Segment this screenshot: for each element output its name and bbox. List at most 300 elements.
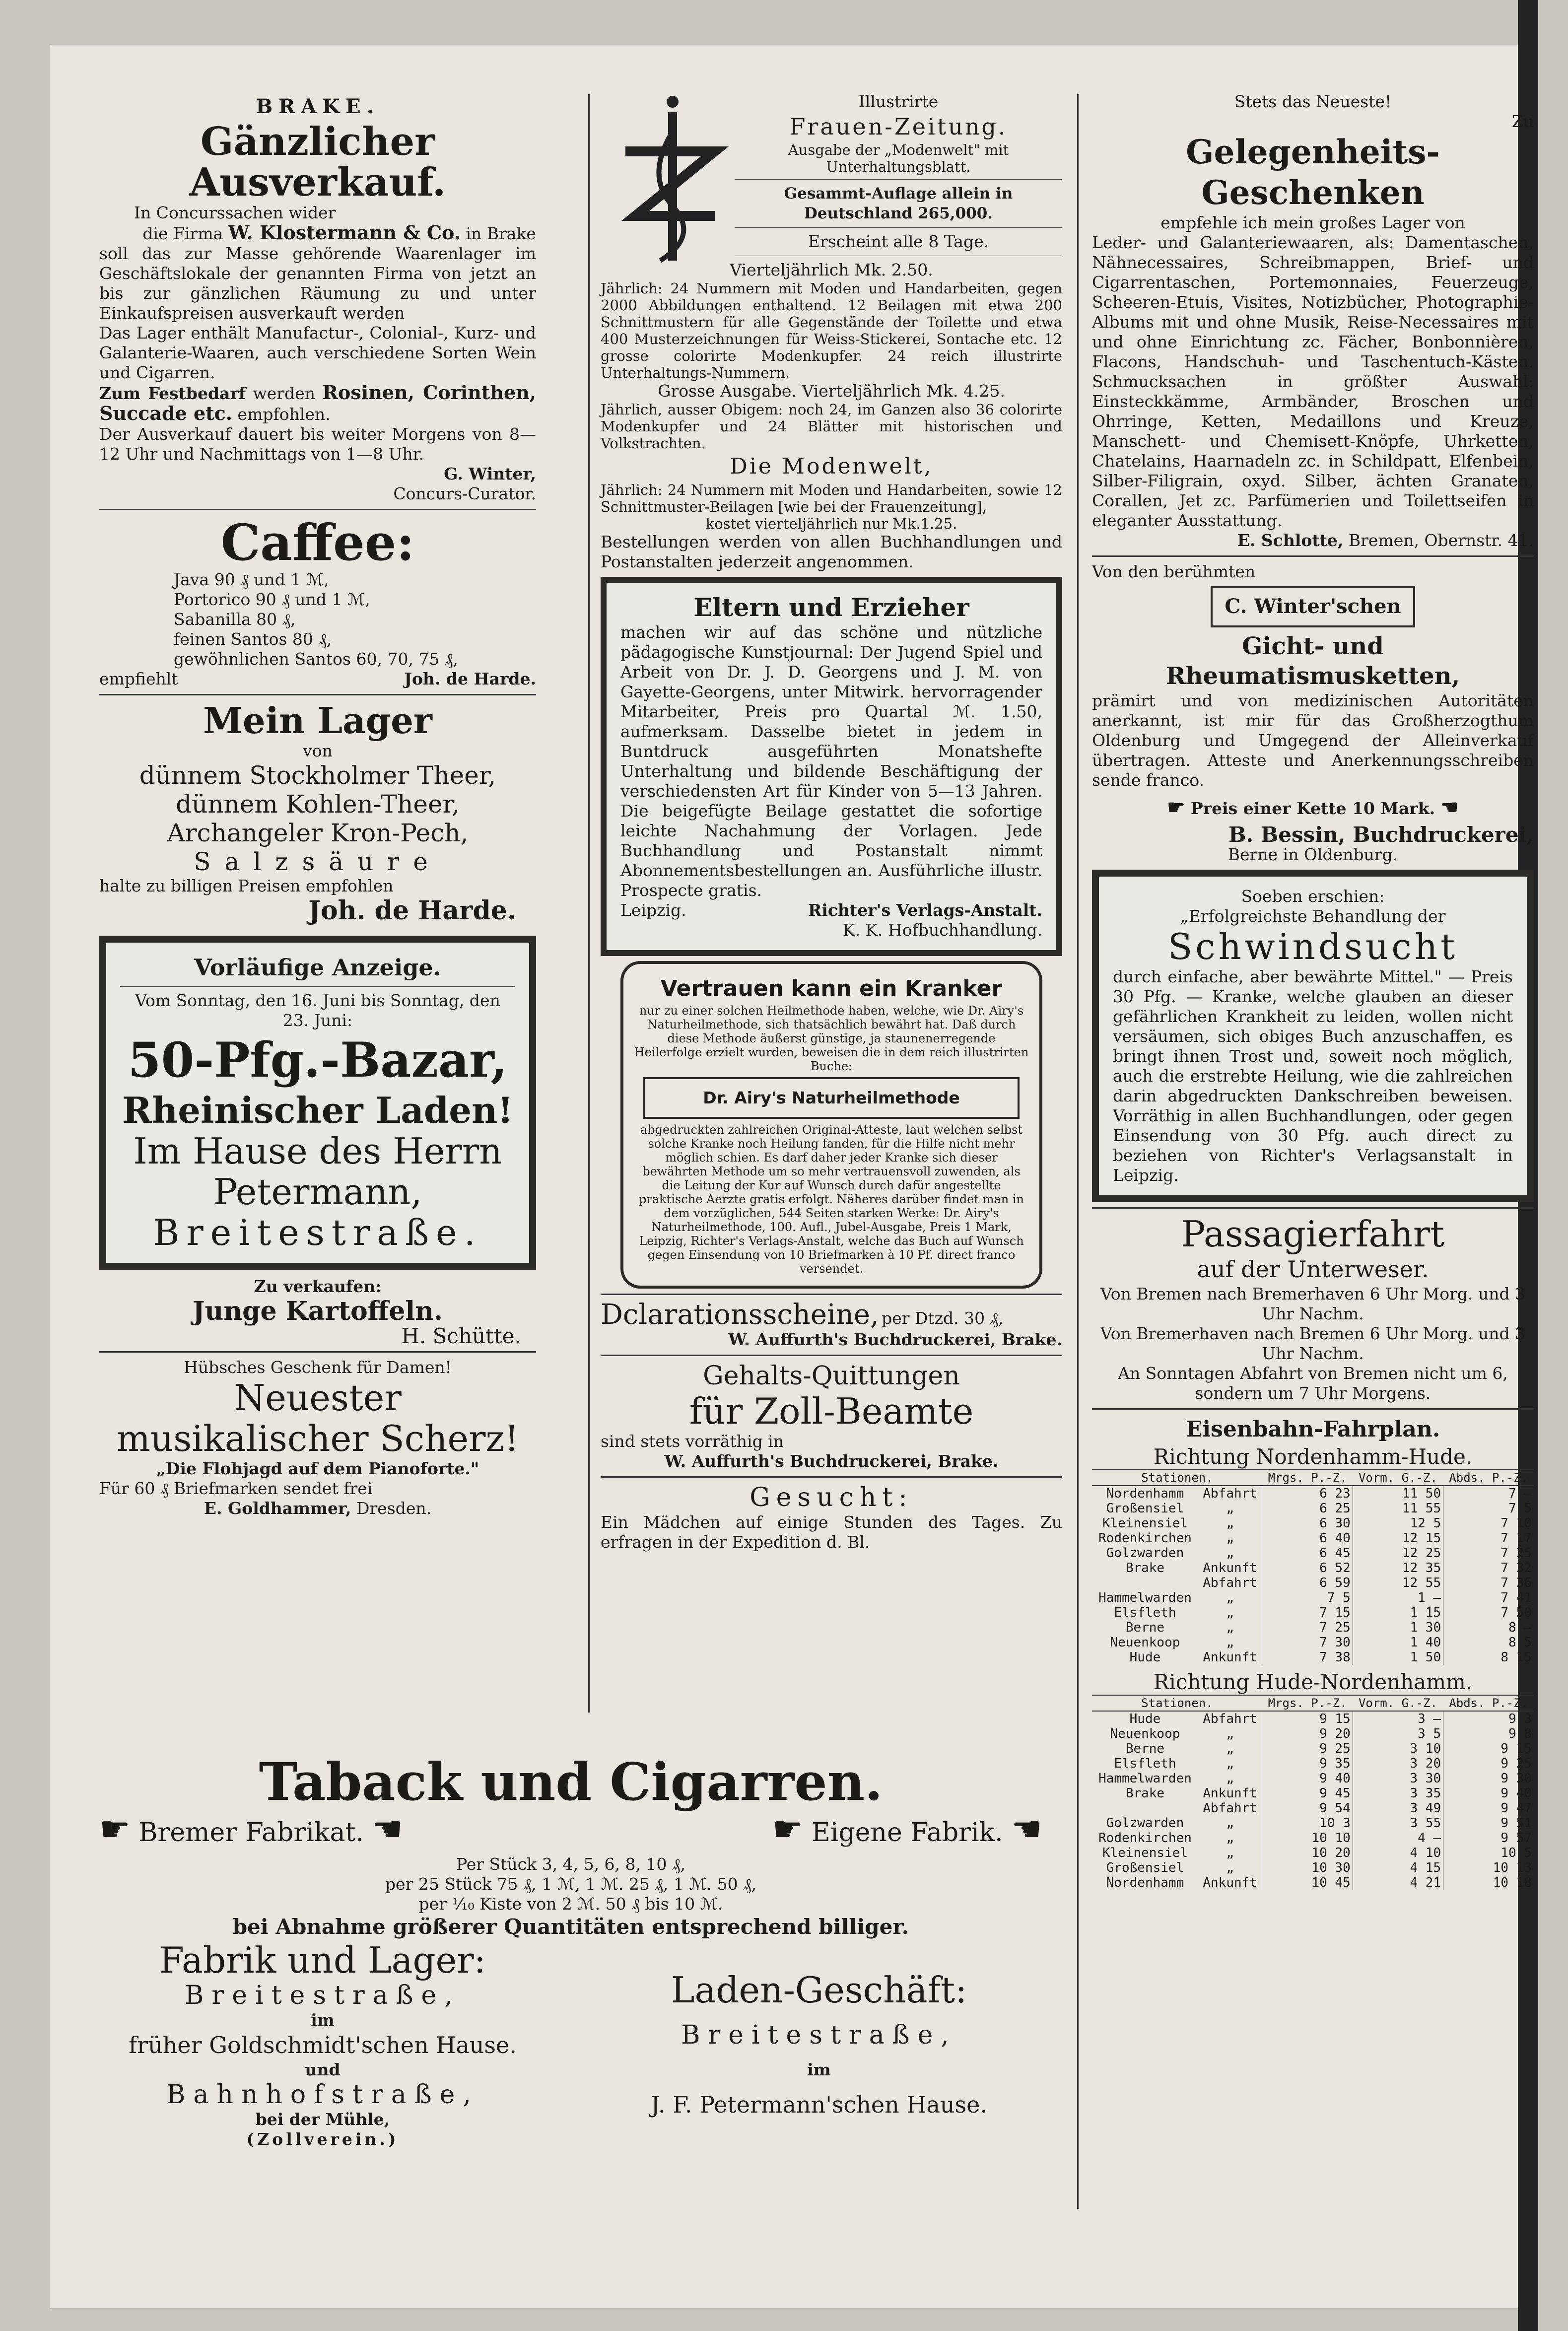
timetable-cell: 1 30 xyxy=(1353,1620,1443,1635)
geschenk-sign: E. Schlotte, xyxy=(1237,531,1344,550)
laden-house: J. F. Petermann'schen Hause. xyxy=(651,2091,987,2118)
caffee-item: Portorico 90 ₰ und 1 ℳ, xyxy=(174,590,370,609)
bazar-title: Vorläufige Anzeige. xyxy=(194,954,441,981)
timetable-cell: 9 20 xyxy=(1262,1726,1353,1741)
timetable-row xyxy=(1092,1620,1534,1635)
ausverkauf-body2: Das Lager enthält Manufactur-, Colonial-, Kurz- und Galanterie-Waaren, auch verschiedene Sorten Wein und Cigarren. xyxy=(99,323,536,382)
fabrik-im: im xyxy=(311,2010,335,2030)
timetable-cell: Neuenkoop xyxy=(1110,1726,1180,1741)
geschenk-intro: Stets das Neueste! xyxy=(1234,92,1392,111)
timetable-cell: Berne xyxy=(1125,1620,1165,1635)
mw-order: Bestellungen werden von allen Buchhandlungen und Postanstalten jederzeit angenommen. xyxy=(601,532,1062,571)
timetable-cell: 7 30 xyxy=(1262,1635,1353,1650)
timetable-cell: 3 20 xyxy=(1353,1756,1443,1771)
lager-item: dünnem Stockholmer Theer, xyxy=(139,761,496,790)
timetable-cell: Ankunft xyxy=(1203,1561,1257,1576)
timetable-cell: Abfahrt xyxy=(1203,1801,1257,1816)
timetable-cell: 9 54 xyxy=(1262,1801,1353,1816)
timetable-cell: 10 20 xyxy=(1262,1846,1353,1860)
taback-ad xyxy=(99,1752,1042,2149)
column-middle xyxy=(601,45,1062,1552)
timetable-cell: 9 8 xyxy=(1443,1726,1534,1741)
ee-publisher: Richter's Verlags-Anstalt. xyxy=(808,900,1042,920)
timetable-cell: 7 15 xyxy=(1262,1605,1353,1620)
timetable-row xyxy=(1092,1650,1534,1665)
caffee-ad xyxy=(99,515,536,689)
timetable-cell: „ xyxy=(1226,1590,1234,1605)
frauenzeitung-logo xyxy=(615,92,730,266)
timetable-cell: Großensiel xyxy=(1106,1860,1184,1875)
fabrik-block xyxy=(99,1940,546,2149)
geschenk-title: Gelegenheits-Geschenken xyxy=(1186,133,1440,212)
caffee-item: gewöhnlichen Santos 60, 70, 75 ₰, xyxy=(174,649,458,669)
scherz-city: Dresden. xyxy=(356,1499,432,1518)
timetable-cell: 10 45 xyxy=(1262,1875,1353,1890)
scherz-intro: Hübsches Geschenk für Damen! xyxy=(184,1358,452,1377)
firm-suffix: in Brake xyxy=(466,224,536,243)
timetable-row xyxy=(1092,1531,1534,1546)
timetable-cell: Großensiel xyxy=(1106,1501,1184,1516)
timetable-cell: 7 41 xyxy=(1443,1590,1534,1605)
lager-item: Salzsäure xyxy=(194,847,442,876)
ee-publisher2: K. K. Hofbuchhandlung. xyxy=(842,920,1042,940)
timetable-cell: 1 — xyxy=(1353,1590,1443,1605)
timetable-cell: 8 15 xyxy=(1443,1650,1534,1665)
timetable-row xyxy=(1092,1546,1534,1561)
timetable-cell: „ xyxy=(1226,1831,1234,1846)
column-divider-1 xyxy=(588,94,590,1713)
timetable-row xyxy=(1092,1801,1534,1816)
timetable-cell: Kleinensiel xyxy=(1102,1516,1188,1531)
timetable-cell: 9 15 xyxy=(1262,1711,1353,1726)
timetable-row xyxy=(1092,1860,1534,1875)
gicht-body: prämirt und von medizinischen Autoritäten anerkannt, ist mir für das Großherzogthum Oldenburg und Umgegend der Alleinverkauf übertragen. Atteste und Anerkennungsschreiben sende franco. xyxy=(1092,691,1534,790)
timetable-cell: Berne xyxy=(1125,1741,1165,1756)
timetable-cell: 4 15 xyxy=(1353,1860,1443,1875)
timetable-cell: 9 30 xyxy=(1443,1771,1534,1786)
gesucht-ad xyxy=(601,1483,1062,1552)
geschenk-ad xyxy=(1092,92,1534,550)
timetable-cell: 1 50 xyxy=(1353,1650,1443,1665)
kart-title: Junge Kartoffeln. xyxy=(192,1296,443,1326)
column-divider-2 xyxy=(1077,94,1079,2209)
fabrik-muhle: bei der Mühle, xyxy=(255,2110,390,2129)
scherz-title1: Neuester xyxy=(234,1377,402,1419)
timetable-cell: 8 5 xyxy=(1443,1635,1534,1650)
timetable-cell: 3 49 xyxy=(1353,1801,1443,1816)
ausverkauf-title: Gänzlicher Ausverkauf. xyxy=(189,119,446,205)
timetable-cell: 4 10 xyxy=(1353,1846,1443,1860)
bazar-ad xyxy=(99,936,536,1270)
fahrplan xyxy=(1092,1415,1534,1890)
th-vorm: Vorm. G.-Z. xyxy=(1353,1695,1443,1711)
timetable-cell: 10 13 xyxy=(1443,1860,1534,1875)
fabrik-zollverein: (Zollverein.) xyxy=(246,2129,399,2149)
kart-header: Zu verkaufen: xyxy=(254,1277,382,1296)
pointing-hand-icon: ☚ xyxy=(1440,796,1459,819)
timetable-row xyxy=(1092,1741,1534,1756)
timetable-cell: „ xyxy=(1226,1846,1234,1860)
timetable-cell: Rodenkirchen xyxy=(1098,1831,1192,1846)
timetable-cell: 6 52 xyxy=(1262,1561,1353,1576)
scherz-price: Für 60 ₰ Briefmarken sendet frei xyxy=(99,1479,373,1498)
timetable-row xyxy=(1092,1786,1534,1801)
timetable-cell: 7 — xyxy=(1443,1486,1534,1501)
timetable-cell: „ xyxy=(1226,1605,1234,1620)
caffee-item: Java 90 ₰ und 1 ℳ, xyxy=(174,570,329,589)
scherz-sign: E. Goldhammer, xyxy=(204,1499,351,1518)
fahrplan-dir1: Richtung Nordenhamm-Hude. xyxy=(1153,1444,1473,1469)
fz-quarter: Vierteljährlich Mk. 2.50. xyxy=(730,260,933,279)
gicht-intro: Von den berühmten xyxy=(1092,562,1256,581)
geh-firm: W. Auffurth's Buchdruckerei, Brake. xyxy=(664,1451,999,1471)
fz-erscheint: Erscheint alle 8 Tage. xyxy=(808,232,989,251)
bazar-name: 50-Pfg.-Bazar, xyxy=(128,1032,508,1088)
gicht-title: Gicht- und Rheumatismusketten, xyxy=(1165,632,1460,690)
ausverkauf-body: soll das zur Masse gehörende Waarenlager im Geschäftslokale der genannten Firma von jetzt an bis zur gänzlichen Räumung zu und unter Einkaufspreisen ausverkauft werden xyxy=(99,244,536,323)
taback-price3: per ¹⁄₁₀ Kiste von 2 ℳ. 50 ₰ bis 10 ℳ. xyxy=(418,1894,723,1914)
timetable-cell: 10 3 xyxy=(1262,1816,1353,1831)
timetable-row xyxy=(1092,1501,1534,1516)
mw-body: Jährlich: 24 Nummern mit Moden und Handarbeiten, sowie 12 Schnittmuster-Beilagen [wie bei der Frauenzeitung], xyxy=(601,481,1062,515)
fz-grosse-body: Jährlich, ausser Obigem: noch 24, im Ganzen also 36 colorirte Modenkupfer und 24 Blätter mit historischen und Volkstrachten. xyxy=(601,401,1062,452)
timetable-cell: 9 45 xyxy=(1262,1786,1353,1801)
bazar-street: Breitestraße. xyxy=(153,1212,482,1253)
timetable-cell: 7 25 xyxy=(1443,1546,1534,1561)
lager-ad xyxy=(99,700,536,926)
timetable-cell: 1 40 xyxy=(1353,1635,1443,1650)
timetable-cell: 7 25 xyxy=(1262,1620,1353,1635)
timetable-row xyxy=(1092,1561,1534,1576)
timetable-cell: Neuenkoop xyxy=(1110,1635,1180,1650)
ausverkauf-sign-role: Concurs-Curator. xyxy=(393,484,536,503)
timetable-cell: 9 47 xyxy=(1443,1801,1534,1816)
timetable-cell: Hude xyxy=(1129,1650,1161,1665)
timetable-cell: „ xyxy=(1226,1620,1234,1635)
fz-auflage: Gesammt-Auflage allein in Deutschland 265,000. xyxy=(784,185,1013,222)
timetable-cell: 9 51 xyxy=(1443,1816,1534,1831)
timetable-cell: 3 35 xyxy=(1353,1786,1443,1801)
fabrik-title: Fabrik und Lager: xyxy=(159,1939,486,1981)
gicht-ad xyxy=(1092,562,1534,865)
brake-header: BRAKE. xyxy=(256,95,380,118)
ausverkauf-ad xyxy=(99,92,536,504)
timetable-cell: 11 50 xyxy=(1353,1486,1443,1501)
bazar-loc1: Im Hause des Herrn xyxy=(133,1130,502,1172)
ausverkauf-empfohlen: empfohlen. xyxy=(237,405,331,424)
timetable-row xyxy=(1092,1726,1534,1741)
pointing-hand-icon: ☚ xyxy=(1011,1809,1042,1850)
timetable-cell: Abfahrt xyxy=(1203,1712,1257,1726)
fabrik-und: und xyxy=(305,2060,341,2079)
timetable-cell: 6 59 xyxy=(1262,1576,1353,1590)
timetable-row xyxy=(1092,1590,1534,1605)
pointing-hand-icon: ☛ xyxy=(772,1809,804,1850)
column-right xyxy=(1092,45,1534,1890)
timetable-cell: „ xyxy=(1226,1816,1234,1831)
timetable-cell: 3 5 xyxy=(1353,1726,1443,1741)
timetable-row xyxy=(1092,1846,1534,1860)
timetable-cell: 3 30 xyxy=(1353,1771,1443,1786)
bazar-sub: Rheinischer Laden! xyxy=(122,1089,513,1131)
laden-im: im xyxy=(807,2060,831,2079)
timetable-cell: 6 30 xyxy=(1262,1516,1353,1531)
th-stationen: Stationen. xyxy=(1092,1695,1262,1711)
timetable-cell: 8 — xyxy=(1443,1620,1534,1635)
timetable-cell: 9 25 xyxy=(1443,1756,1534,1771)
lager-item: dünnem Kohlen-Theer, xyxy=(176,790,460,819)
timetable-cell: Elsfleth xyxy=(1114,1605,1176,1620)
timetable-cell: 9 57 xyxy=(1443,1831,1534,1846)
timetable-cell: Golzwarden xyxy=(1106,1546,1184,1561)
timetable-cell: „ xyxy=(1226,1726,1234,1741)
taback-left-label: Bremer Fabrikat. xyxy=(138,1818,364,1848)
timetable-cell: 6 23 xyxy=(1262,1486,1353,1501)
geschenk-empf: empfehle ich mein großes Lager von xyxy=(1160,213,1465,232)
gicht-sign: B. Bessin, Buchdruckerei, xyxy=(1228,823,1534,847)
timetable-cell: 9 40 xyxy=(1262,1771,1353,1786)
taback-right-label: Eigene Fabrik. xyxy=(811,1818,1003,1848)
airy-body1: nur zu einer solchen Heilmethode haben, welche, wie Dr. Airy's Naturheilmethode, sich thatsächlich bewährt hat. Daß durch diese Methode äußerst günstige, ja staunenerregende Heilerfolge erzielt wurden, beweisen die in dem reich illustrirten Buche: xyxy=(634,1004,1029,1073)
fz-title: Frauen-Zeitung. xyxy=(789,113,1008,140)
timetable-cell: 3 10 xyxy=(1353,1741,1443,1756)
timetable-cell: „ xyxy=(1226,1635,1234,1650)
timetable-cell: „ xyxy=(1226,1546,1234,1561)
fz-sub: Ausgabe der „Modenwelt" mit Unterhaltungsblatt. xyxy=(788,141,1009,175)
timetable-cell: 3 — xyxy=(1353,1711,1443,1726)
laden-block xyxy=(596,1940,1042,2149)
column-left xyxy=(99,45,536,1518)
timetable-row xyxy=(1092,1605,1534,1620)
schw-body: durch einfache, aber bewährte Mittel." — Preis 30 Pfg. — Kranke, welche glauben an dieser gefährlichen Krankheit zu leiden, wollen nicht versäumen, sich obiges Buch anzuschaffen, es bringt ihnen Trost und, soweit noch möglich, auch die erstrebte Heilung, wie die zahlreichen darin abgedruckten Dankschreiben beweisen. Vorräthig in allen Buchhandlungen, oder gegen Einsendung von 30 Pfg. auch direct zu beziehen von Richter's Verlagsanstalt in Leipzig. xyxy=(1113,967,1513,1185)
timetable-cell: 7 17 xyxy=(1443,1531,1534,1546)
timetable-cell: 7 36 xyxy=(1443,1576,1534,1590)
scherz-sub: „Die Flohjagd auf dem Pianoforte." xyxy=(156,1459,479,1478)
geh-text: sind stets vorräthig in xyxy=(601,1432,784,1451)
timetable-row xyxy=(1092,1711,1534,1726)
th-mrgs: Mrgs. P.-Z. xyxy=(1262,1695,1353,1711)
timetable-cell: 12 15 xyxy=(1353,1531,1443,1546)
timetable-cell: 7 10 xyxy=(1443,1516,1534,1531)
geschenk-zu: Zu xyxy=(1511,112,1534,131)
pass-line2: Von Bremerhaven nach Bremen 6 Uhr Morg. und 3 Uhr Nachm. xyxy=(1100,1324,1526,1363)
airy-title: Vertrauen kann ein Kranker xyxy=(660,976,1003,1001)
fabrik-street: Breitestraße, xyxy=(185,1981,461,2010)
festbedarf: Zum Festbedarf xyxy=(99,384,246,403)
schwindsucht-ad xyxy=(1092,870,1534,1202)
th-mrgs: Mrgs. P.-Z. xyxy=(1262,1470,1353,1486)
timetable-cell xyxy=(1092,1801,1198,1816)
timetable-cell: Hude xyxy=(1129,1712,1161,1726)
timetable-row xyxy=(1092,1486,1534,1501)
kartoffeln-ad xyxy=(99,1277,536,1346)
timetable-cell: „ xyxy=(1226,1531,1234,1546)
taback-price1: Per Stück 3, 4, 5, 6, 8, 10 ₰, xyxy=(456,1854,685,1874)
geschenk-addr: Bremen, Obernstr. 41. xyxy=(1348,531,1534,550)
gicht-price: Preis einer Kette 10 Mark. xyxy=(1190,799,1435,818)
timetable-cell: 12 25 xyxy=(1353,1546,1443,1561)
firm-prefix: die Firma xyxy=(142,224,223,243)
timetable-cell: 1 15 xyxy=(1353,1605,1443,1620)
bazar-date: Vom Sonntag, den 16. Juni bis Sonntag, den 23. Juni: xyxy=(135,991,500,1030)
timetable-row xyxy=(1092,1756,1534,1771)
dekl-price: per Dtzd. 30 ₰, xyxy=(881,1308,1004,1328)
timetable-cell: 12 55 xyxy=(1353,1576,1443,1590)
timetable-cell: 11 55 xyxy=(1353,1501,1443,1516)
pointing-hand-icon: ☛ xyxy=(1167,796,1185,819)
timetable-cell: 10 10 xyxy=(1262,1831,1353,1846)
timetable-cell: Hammelwarden xyxy=(1098,1590,1192,1605)
werden-text: werden xyxy=(253,384,315,403)
timetable-cell: „ xyxy=(1226,1860,1234,1875)
airy-ad xyxy=(620,961,1042,1289)
schw-intro: Soeben erschien: xyxy=(1241,887,1385,906)
timetable-cell: 9 35 xyxy=(1262,1756,1353,1771)
ausverkauf-sign: G. Winter, xyxy=(444,464,536,483)
timetable-cell: Hammelwarden xyxy=(1098,1771,1192,1786)
scherz-ad xyxy=(99,1358,536,1518)
pass-title: Passagierfahrt xyxy=(1181,1213,1445,1255)
geh-title: Gehalts-Quittungen xyxy=(703,1361,960,1391)
timetable-cell: „ xyxy=(1226,1741,1234,1756)
timetable-row xyxy=(1092,1635,1534,1650)
airy-body2: abgedruckten zahlreichen Original-Atteste, laut welchen selbst solche Kranke noch Heilung fanden, für die Hilfe nicht mehr möglich schien. Es darf daher jeder Kranke sich dieser bewährten Methode um so mehr vertrauensvoll zuwenden, als die Leitung der Kur auf Wunsch durch dafür angestellte praktische Aerzte gratis erfolgt. Näheres darüber findet man in dem vorzüglichen, 544 Seiten starken Werke: Dr. Airy's Naturheilmethode, 100. Aufl., Jubel-Ausgabe, Preis 1 Mark, Leipzig, Richter's Verlags-Anstalt, welche das Buch auf Wunsch gegen Einsendung von 10 Briefmarken à 10 Pf. direct franco versendet. xyxy=(639,1123,1024,1276)
fabrik-street2: Bahnhofstraße, xyxy=(166,2080,479,2110)
timetable-cell xyxy=(1092,1576,1198,1590)
dekl-title: Dclarationsscheine, xyxy=(601,1299,879,1331)
gicht-city: Berne in Oldenburg. xyxy=(1227,845,1398,864)
ee-body: machen wir auf das schöne und nützliche pädagogische Kunstjournal: Der Jugend Spiel und Arbeit von Dr. J. D. Georgens und J. M. von Gayette-Georgens, unter Mitwirk. hervorragender Mitarbeiter, Preis pro Quartal ℳ. 1.50, aufmerksam. Dasselbe bietet in jedem in Buntdruck ausgeführten Monatshefte Unterhaltung und bildende Beschäftigung der verschiedensten Art für Kinder von 5—13 Jahren. Die beigefügte Beilage gestattet die sofortige leichte Nachahmung der Vorlagen. Jede Buchhandlung und Postanstalt nimmt Abonnementsbestellungen an. Ausführliche illustr. Prospecte gratis. xyxy=(620,622,1042,900)
schw-sub: „Erfolgreichste Behandlung der xyxy=(1180,906,1446,926)
pass-line3: An Sonntagen Abfahrt von Bremen nicht um 6, sondern um 7 Uhr Morgens. xyxy=(1118,1364,1508,1403)
timetable-cell: 4 — xyxy=(1353,1831,1443,1846)
timetable-cell: „ xyxy=(1226,1756,1234,1771)
lager-title: Mein Lager xyxy=(203,699,432,742)
lager-text: halte zu billigen Preisen empfohlen xyxy=(99,876,394,895)
caffee-empfiehlt: empfiehlt xyxy=(99,669,178,688)
scherz-title2: musikalischer Scherz! xyxy=(116,1418,519,1459)
fz-body: Jährlich: 24 Nummern mit Moden und Handarbeiten, gegen 2000 Abbildungen enthaltend. 12 Beilagen mit etwa 200 Schnittmustern für alle Gegenstände der Toilette und etwa 400 Musterzeichnungen für Weiss-Stickerei, Sontache etc. 12 grosse colorirte Modenkupfer. 24 reich illustrirte Unterhaltungs-Nummern. xyxy=(601,280,1062,381)
timetable-cell: 6 40 xyxy=(1262,1531,1353,1546)
taback-price2: per 25 Stück 75 ₰, 1 ℳ, 1 ℳ. 25 ₰, 1 ℳ. 50 ₰, xyxy=(385,1874,757,1894)
taback-discount: bei Abnahme größerer Quantitäten entsprechend billiger. xyxy=(232,1915,909,1939)
ee-city: Leipzig. xyxy=(620,900,686,920)
pointing-hand-icon: ☛ xyxy=(99,1809,131,1850)
timetable-cell: 9 40 xyxy=(1443,1786,1534,1801)
caffee-item: feinen Santos 80 ₰, xyxy=(174,629,332,649)
caffee-title: Caffee: xyxy=(220,513,415,572)
timetable-cell: Abfahrt xyxy=(1203,1576,1257,1590)
ee-title: Eltern und Erzieher xyxy=(693,593,969,622)
timetable-cell: 10 5 xyxy=(1443,1846,1534,1860)
timetable-cell: 3 55 xyxy=(1353,1816,1443,1831)
timetable-cell: „ xyxy=(1226,1501,1234,1516)
timetable-row xyxy=(1092,1816,1534,1831)
schw-title: Schwindsucht xyxy=(1167,926,1458,967)
th-abds: Abds. P.-Z. xyxy=(1443,1695,1534,1711)
airy-name: Dr. Airy's Naturheilmethode xyxy=(643,1077,1020,1119)
lager-sign: Joh. de Harde. xyxy=(308,895,516,926)
timetable-cell: „ xyxy=(1226,1516,1234,1531)
timetable-cell: 6 45 xyxy=(1262,1546,1353,1561)
fahrplan-table-2 xyxy=(1092,1695,1534,1890)
timetable-cell: 12 35 xyxy=(1353,1561,1443,1576)
passagier-ad xyxy=(1092,1214,1534,1403)
laden-title: Laden-Geschäft: xyxy=(671,1969,967,2011)
timetable-cell: Nordenhamm xyxy=(1106,1486,1184,1501)
timetable-cell: 9 15 xyxy=(1443,1741,1534,1756)
timetable-row xyxy=(1092,1516,1534,1531)
firm-name: W. Klostermann & Co. xyxy=(228,221,461,244)
timetable-cell: 12 5 xyxy=(1353,1516,1443,1531)
timetable-cell: 9 25 xyxy=(1262,1741,1353,1756)
timetable-row xyxy=(1092,1576,1534,1590)
timetable-cell: 7 50 xyxy=(1443,1605,1534,1620)
pass-line1: Von Bremen nach Bremerhaven 6 Uhr Morg. und 3 Uhr Nachm. xyxy=(1100,1284,1526,1323)
ges-title: Gesucht: xyxy=(750,1483,913,1512)
timetable-cell: Kleinensiel xyxy=(1102,1846,1188,1860)
timetable-cell: 7 38 xyxy=(1262,1650,1353,1665)
timetable-cell: Abfahrt xyxy=(1203,1486,1257,1501)
taback-title: Taback und Cigarren. xyxy=(259,1751,883,1812)
deklaration-ad xyxy=(601,1300,1062,1350)
th-abds: Abds. P.-Z. xyxy=(1443,1470,1534,1486)
timetable-cell: Ankunft xyxy=(1203,1875,1257,1890)
fz-grosse: Grosse Ausgabe. Vierteljährlich Mk. 4.25. xyxy=(658,381,1005,401)
timetable-cell: 4 21 xyxy=(1353,1875,1443,1890)
lager-von: von xyxy=(303,741,333,760)
pointing-hand-icon: ☚ xyxy=(372,1809,404,1850)
fahrplan-title: Eisenbahn-Fahrplan. xyxy=(1185,1417,1440,1442)
ges-body: Ein Mädchen auf einige Stunden des Tages. Zu erfragen in der Expedition d. Bl. xyxy=(601,1512,1062,1552)
timetable-row xyxy=(1092,1771,1534,1786)
timetable-cell: Brake xyxy=(1125,1561,1165,1576)
timetable-row xyxy=(1092,1875,1534,1890)
timetable-cell: Brake xyxy=(1125,1786,1165,1801)
caffee-sign: Joh. de Harde. xyxy=(404,669,536,688)
fahrplan-dir2: Richtung Hude-Nordenhamm. xyxy=(1153,1670,1473,1694)
caffee-item: Sabanilla 80 ₰, xyxy=(174,610,296,629)
laden-street: Breitestraße, xyxy=(681,2020,957,2050)
mw-price: kostet vierteljährlich nur Mk.1.25. xyxy=(705,515,957,532)
geschenk-body: Leder- und Galanteriewaaren, als: Damentaschen, Nähnecessaires, Schreibmappen, Brief- und Cigarrentaschen, Portemonnaies, Feuerzeuge, Scheeren-Etuis, Visites, Notizbücher, Photographie-Albums mit und ohne Musik, Reise-Necessaires mit und ohne Einrichtung zc. Fächer, Bonbonnièren, Flacons, Handschuh- und Taschentuch-Kästen. Schmucksachen in größter Auswahl: Einsteckkämme, Armbänder, Broschen und Ohrringe, Ketten, Medaillons und Kreuze, Manschett- und Chemisett-Knöpfe, Uhrketten, Chatelains, Haarnadeln zc. in Schildpatt, Elfenbein, Silber-Filigrain, oxyd. Silber, ächten Granaten, Corallen, Jet zc. Parfümerien und Toilettseifen in eleganter Ausstattung. xyxy=(1092,233,1534,530)
ausverkauf-hours: Der Ausverkauf dauert bis weiter Morgens von 8—12 Uhr und Nachmittags von 1—8 Uhr. xyxy=(99,424,536,464)
th-vorm: Vorm. G.-Z. xyxy=(1353,1470,1443,1486)
timetable-cell: 7 32 xyxy=(1443,1561,1534,1576)
ausverkauf-intro: In Concurssachen wider xyxy=(134,203,336,222)
timetable-cell: Ankunft xyxy=(1203,1650,1257,1665)
kart-sign: H. Schütte. xyxy=(401,1324,521,1348)
timetable-cell: Nordenhamm xyxy=(1106,1875,1184,1890)
timetable-cell: 6 25 xyxy=(1262,1501,1353,1516)
dekl-firm: W. Auffurth's Buchdruckerei, Brake. xyxy=(728,1330,1062,1349)
timetable-cell: Rodenkirchen xyxy=(1098,1531,1192,1546)
geh-sub: für Zoll-Beamte xyxy=(689,1390,974,1432)
fahrplan-table-1 xyxy=(1092,1469,1534,1665)
timetable-cell: „ xyxy=(1226,1771,1234,1786)
frauenzeitung-ad xyxy=(601,92,1062,572)
timetable-cell: 10 30 xyxy=(1262,1860,1353,1875)
erzieher-ad xyxy=(601,577,1062,956)
ausverkauf-items: Rosinen, Corinthen, Succade etc. xyxy=(99,381,536,424)
fz-label: Illustrirte xyxy=(858,92,939,111)
timetable-cell: Golzwarden xyxy=(1106,1816,1184,1831)
gehalt-ad xyxy=(601,1361,1062,1471)
pass-sub: auf der Unterweser. xyxy=(1197,1256,1429,1283)
th-stationen: Stationen. xyxy=(1092,1470,1262,1486)
mw-title: Die Modenwelt, xyxy=(730,454,933,479)
timetable-cell: Elsfleth xyxy=(1114,1756,1176,1771)
